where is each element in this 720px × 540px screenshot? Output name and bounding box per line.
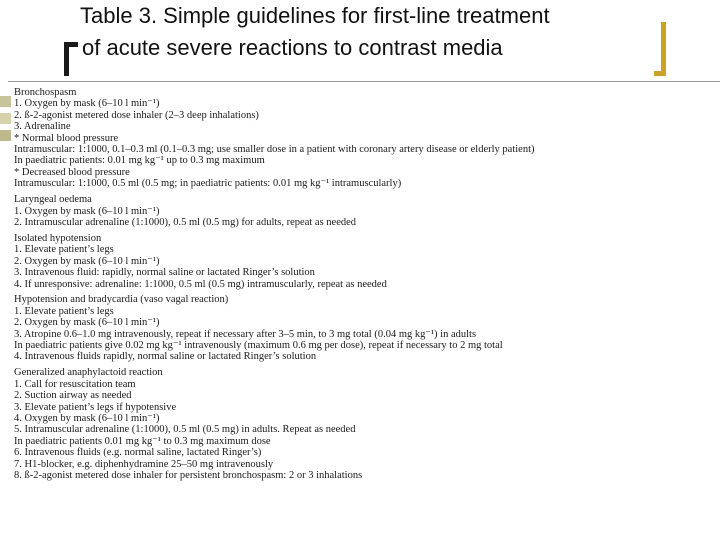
guideline-line: 1. Call for resuscitation team: [14, 378, 136, 390]
section-title: Laryngeal oedema: [14, 194, 92, 206]
guideline-line: In paediatric patients 0.01 mg kg⁻¹ to 0.3 mg maximum dose: [14, 435, 271, 447]
guideline-line: Intramuscular: 1:1000, 0.5 ml (0.5 mg; in paediatric patients: 0.01 mg kg⁻¹ intramuscularly): [14, 178, 402, 190]
guideline-line: 3. Adrenaline: [14, 121, 71, 133]
slide-title: [80, 0, 680, 64]
guideline-line: 5. Intramuscular adrenaline (1:1000), 0.5 ml (0.5 mg) in adults. Repeat as needed: [14, 424, 356, 436]
guideline-line: * Normal blood pressure: [14, 132, 119, 144]
section-title: Generalized anaphylactoid reaction: [14, 367, 163, 379]
side-marker-square: [0, 96, 11, 107]
guideline-section: [14, 233, 714, 290]
guideline-line: 6. Intravenous fluids (e.g. normal saline, lactated Ringer’s): [14, 447, 262, 459]
guideline-line: * Decreased blood pressure: [14, 166, 130, 178]
guideline-section: [14, 87, 714, 190]
guideline-line: 2. Suction airway as needed: [14, 390, 132, 402]
guideline-line: 4. Intravenous fluids rapidly, normal saline or lactated Ringer’s solution: [14, 351, 317, 363]
slide-title-line-2: of acute severe reactions to contrast media: [82, 35, 503, 60]
section-title: Bronchospasm: [14, 87, 77, 98]
guideline-section: [14, 367, 714, 481]
guideline-line: 1. Elevate patient’s legs: [14, 244, 114, 256]
guideline-line: 8. ß-2-agonist metered dose inhaler for persistent bronchospasm: 2 or 3 inhalations: [14, 470, 363, 481]
guideline-line: 3. Atropine 0.6–1.0 mg intravenously, repeat if necessary after 3–5 min, to 3 mg total (0.04 mg kg⁻¹) in adults: [14, 328, 477, 340]
guideline-line: 1. Oxygen by mask (6–10 l min⁻¹): [14, 205, 160, 217]
title-divider: [8, 81, 720, 82]
side-marker-square: [0, 130, 11, 141]
slide-title-line-1: Table 3. Simple guidelines for first-line treatment: [80, 3, 550, 28]
guideline-line: 4. Oxygen by mask (6–10 l min⁻¹): [14, 412, 160, 424]
guideline-line: In paediatric patients give 0.02 mg kg⁻¹ intravenously (maximum 0.6 mg per dose), repeat if necessary to 2 mg total: [14, 340, 503, 352]
right-bracket-decoration: [654, 22, 666, 76]
guideline-line: 3. Elevate patient’s legs if hypotensive: [14, 401, 177, 413]
side-marker-square: [0, 113, 11, 124]
guideline-line: Intramuscular: 1:1000, 0.1–0.3 ml (0.1–0.3 mg; use smaller dose in a patient with coronary artery disease or elderly patient): [14, 144, 535, 156]
guideline-line: 7. H1-blocker, e.g. diphenhydramine 25–50 mg intravenously: [14, 458, 274, 470]
guideline-line: 1. Oxygen by mask (6–10 l min⁻¹): [14, 98, 160, 110]
guideline-section: [14, 194, 714, 228]
section-title: Hypotension and bradycardia (vaso vagal reaction): [14, 294, 229, 306]
guidelines-table: [14, 87, 714, 486]
guideline-line: 3. Intravenous fluid: rapidly, normal saline or lactated Ringer’s solution: [14, 267, 315, 279]
guideline-line: 2. Intramuscular adrenaline (1:1000), 0.5 ml (0.5 mg) for adults, repeat as needed: [14, 216, 357, 228]
guideline-line: 2. Oxygen by mask (6–10 l min⁻¹): [14, 317, 160, 329]
guideline-line: 1. Elevate patient’s legs: [14, 305, 114, 317]
guideline-line: In paediatric patients: 0.01 mg kg⁻¹ up to 0.3 mg maximum: [14, 155, 265, 167]
section-title: Isolated hypotension: [14, 232, 102, 244]
guideline-line: 2. Oxygen by mask (6–10 l min⁻¹): [14, 255, 160, 267]
guideline-section: [14, 294, 714, 362]
left-bracket-decoration: [64, 42, 78, 76]
side-markers: [0, 96, 12, 147]
guideline-line: 2. ß-2-agonist metered dose inhaler (2–3 deep inhalations): [14, 109, 259, 121]
guideline-line: 4. If unresponsive: adrenaline: 1:1000, 0.5 ml (0.5 mg) intramuscularly, repeat as needed: [14, 278, 387, 290]
